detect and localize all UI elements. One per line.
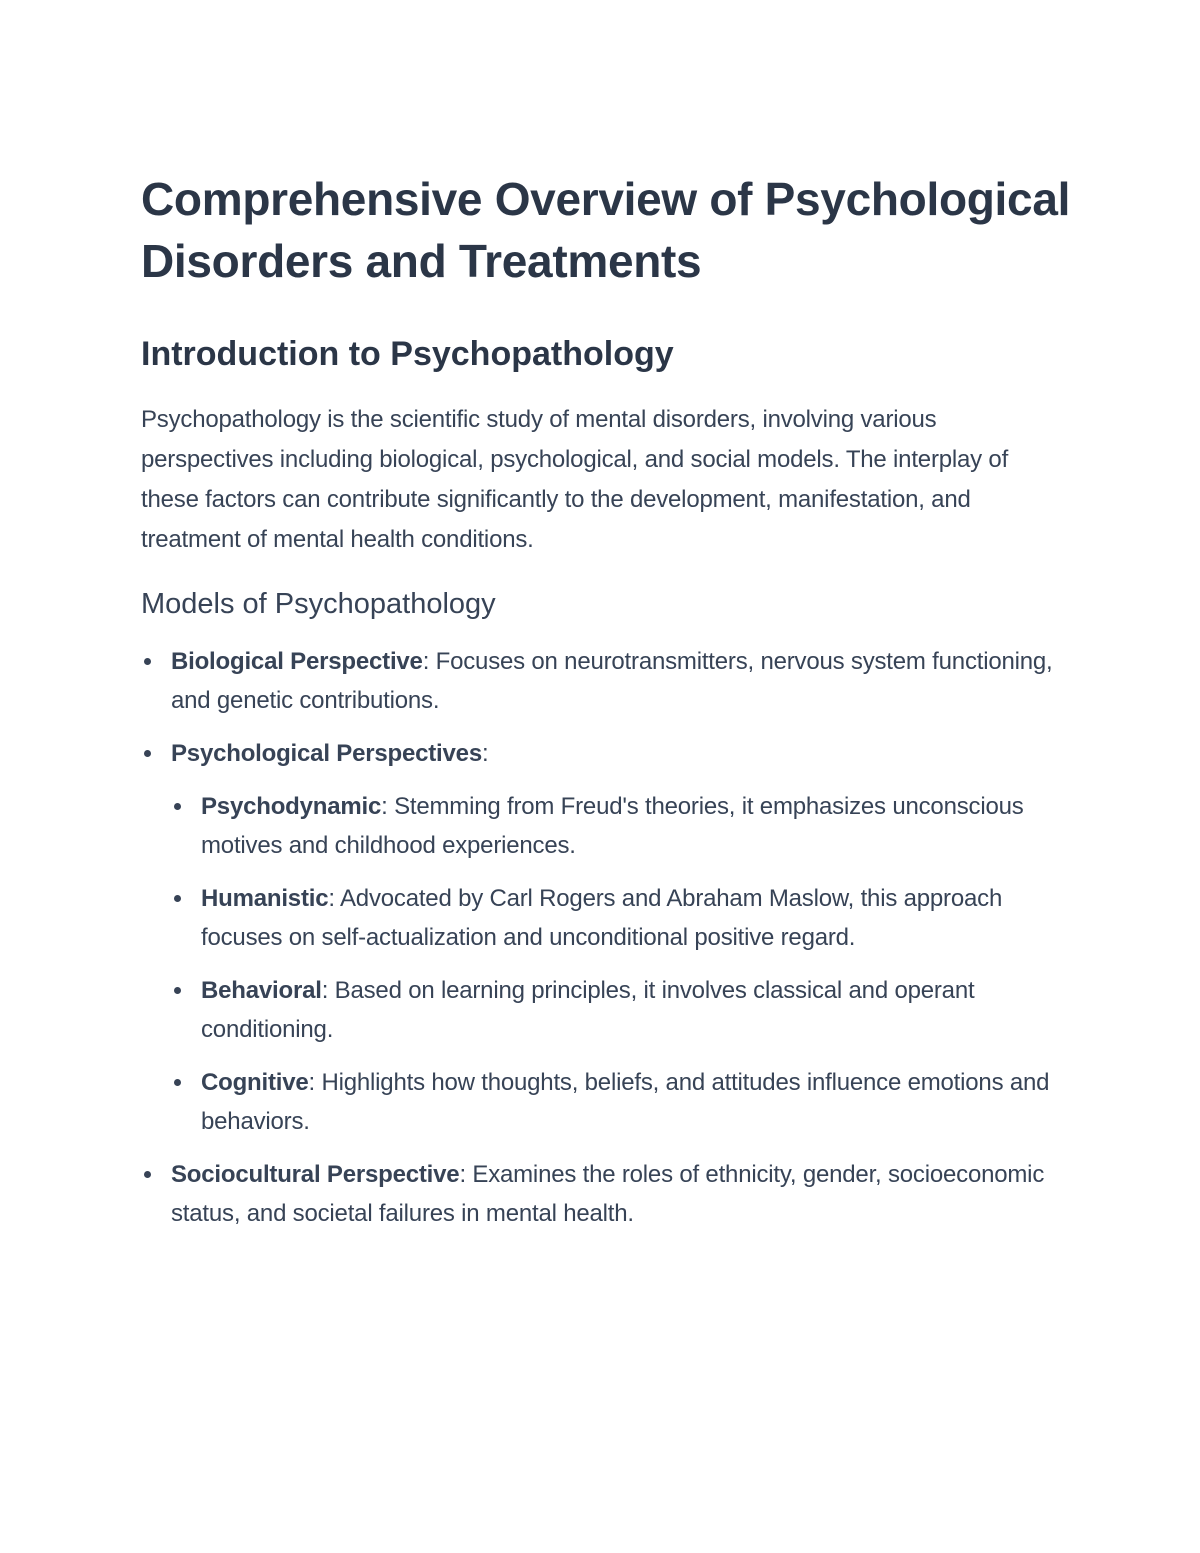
desc-humanistic: : Advocated by Carl Rogers and Abraham Maslow, this approach focuses on self-actualization and unconditional positive regard. [201, 885, 1003, 951]
term-cognitive: Cognitive [201, 1069, 309, 1096]
list-item-sociocultural [141, 1155, 1071, 1233]
term-humanistic: Humanistic [201, 885, 329, 912]
psychological-sublist [171, 787, 1071, 1141]
term-psychodynamic: Psychodynamic [201, 793, 382, 820]
desc-sociocultural: : Examines the roles of ethnicity, gender, socioeconomic status, and societal failures in mental health. [171, 1161, 1045, 1227]
list-item-psychodynamic [171, 787, 1071, 865]
desc-psychodynamic: : Stemming from Freud's theories, it emphasizes unconscious motives and childhood experiences. [201, 793, 1024, 859]
section-heading: Introduction to Psychopathology [141, 335, 674, 373]
term-psychological: Psychological Perspectives [171, 740, 482, 767]
desc-psychological: : [481, 740, 489, 767]
models-heading: Models of Psychopathology [141, 588, 496, 620]
list-item-humanistic [171, 879, 1071, 957]
term-biological: Biological Perspective [171, 648, 423, 675]
desc-behavioral: : Based on learning principles, it involves classical and operant conditioning. [201, 977, 975, 1043]
document-page [141, 168, 1071, 1247]
document-title: Comprehensive Overview of Psychological Disorders and Treatments [141, 173, 1071, 287]
term-behavioral: Behavioral [201, 977, 322, 1004]
models-list [141, 642, 1071, 1233]
list-item-biological [141, 642, 1071, 720]
list-item-cognitive [171, 1063, 1071, 1141]
intro-paragraph: Psychopathology is the scientific study of mental disorders, involving various perspectives including biological, psychological, and social models. The interplay of these factors can contribute significantly to the development, manifestation, and treatment of mental health conditions. [141, 406, 1009, 553]
list-item-psychological [141, 734, 1071, 1141]
desc-biological: : Focuses on neurotransmitters, nervous system functioning, and genetic contributions. [171, 648, 1053, 714]
list-item-behavioral [171, 971, 1071, 1049]
term-sociocultural: Sociocultural Perspective [171, 1161, 460, 1188]
desc-cognitive: : Highlights how thoughts, beliefs, and attitudes influence emotions and behaviors. [201, 1069, 1050, 1135]
